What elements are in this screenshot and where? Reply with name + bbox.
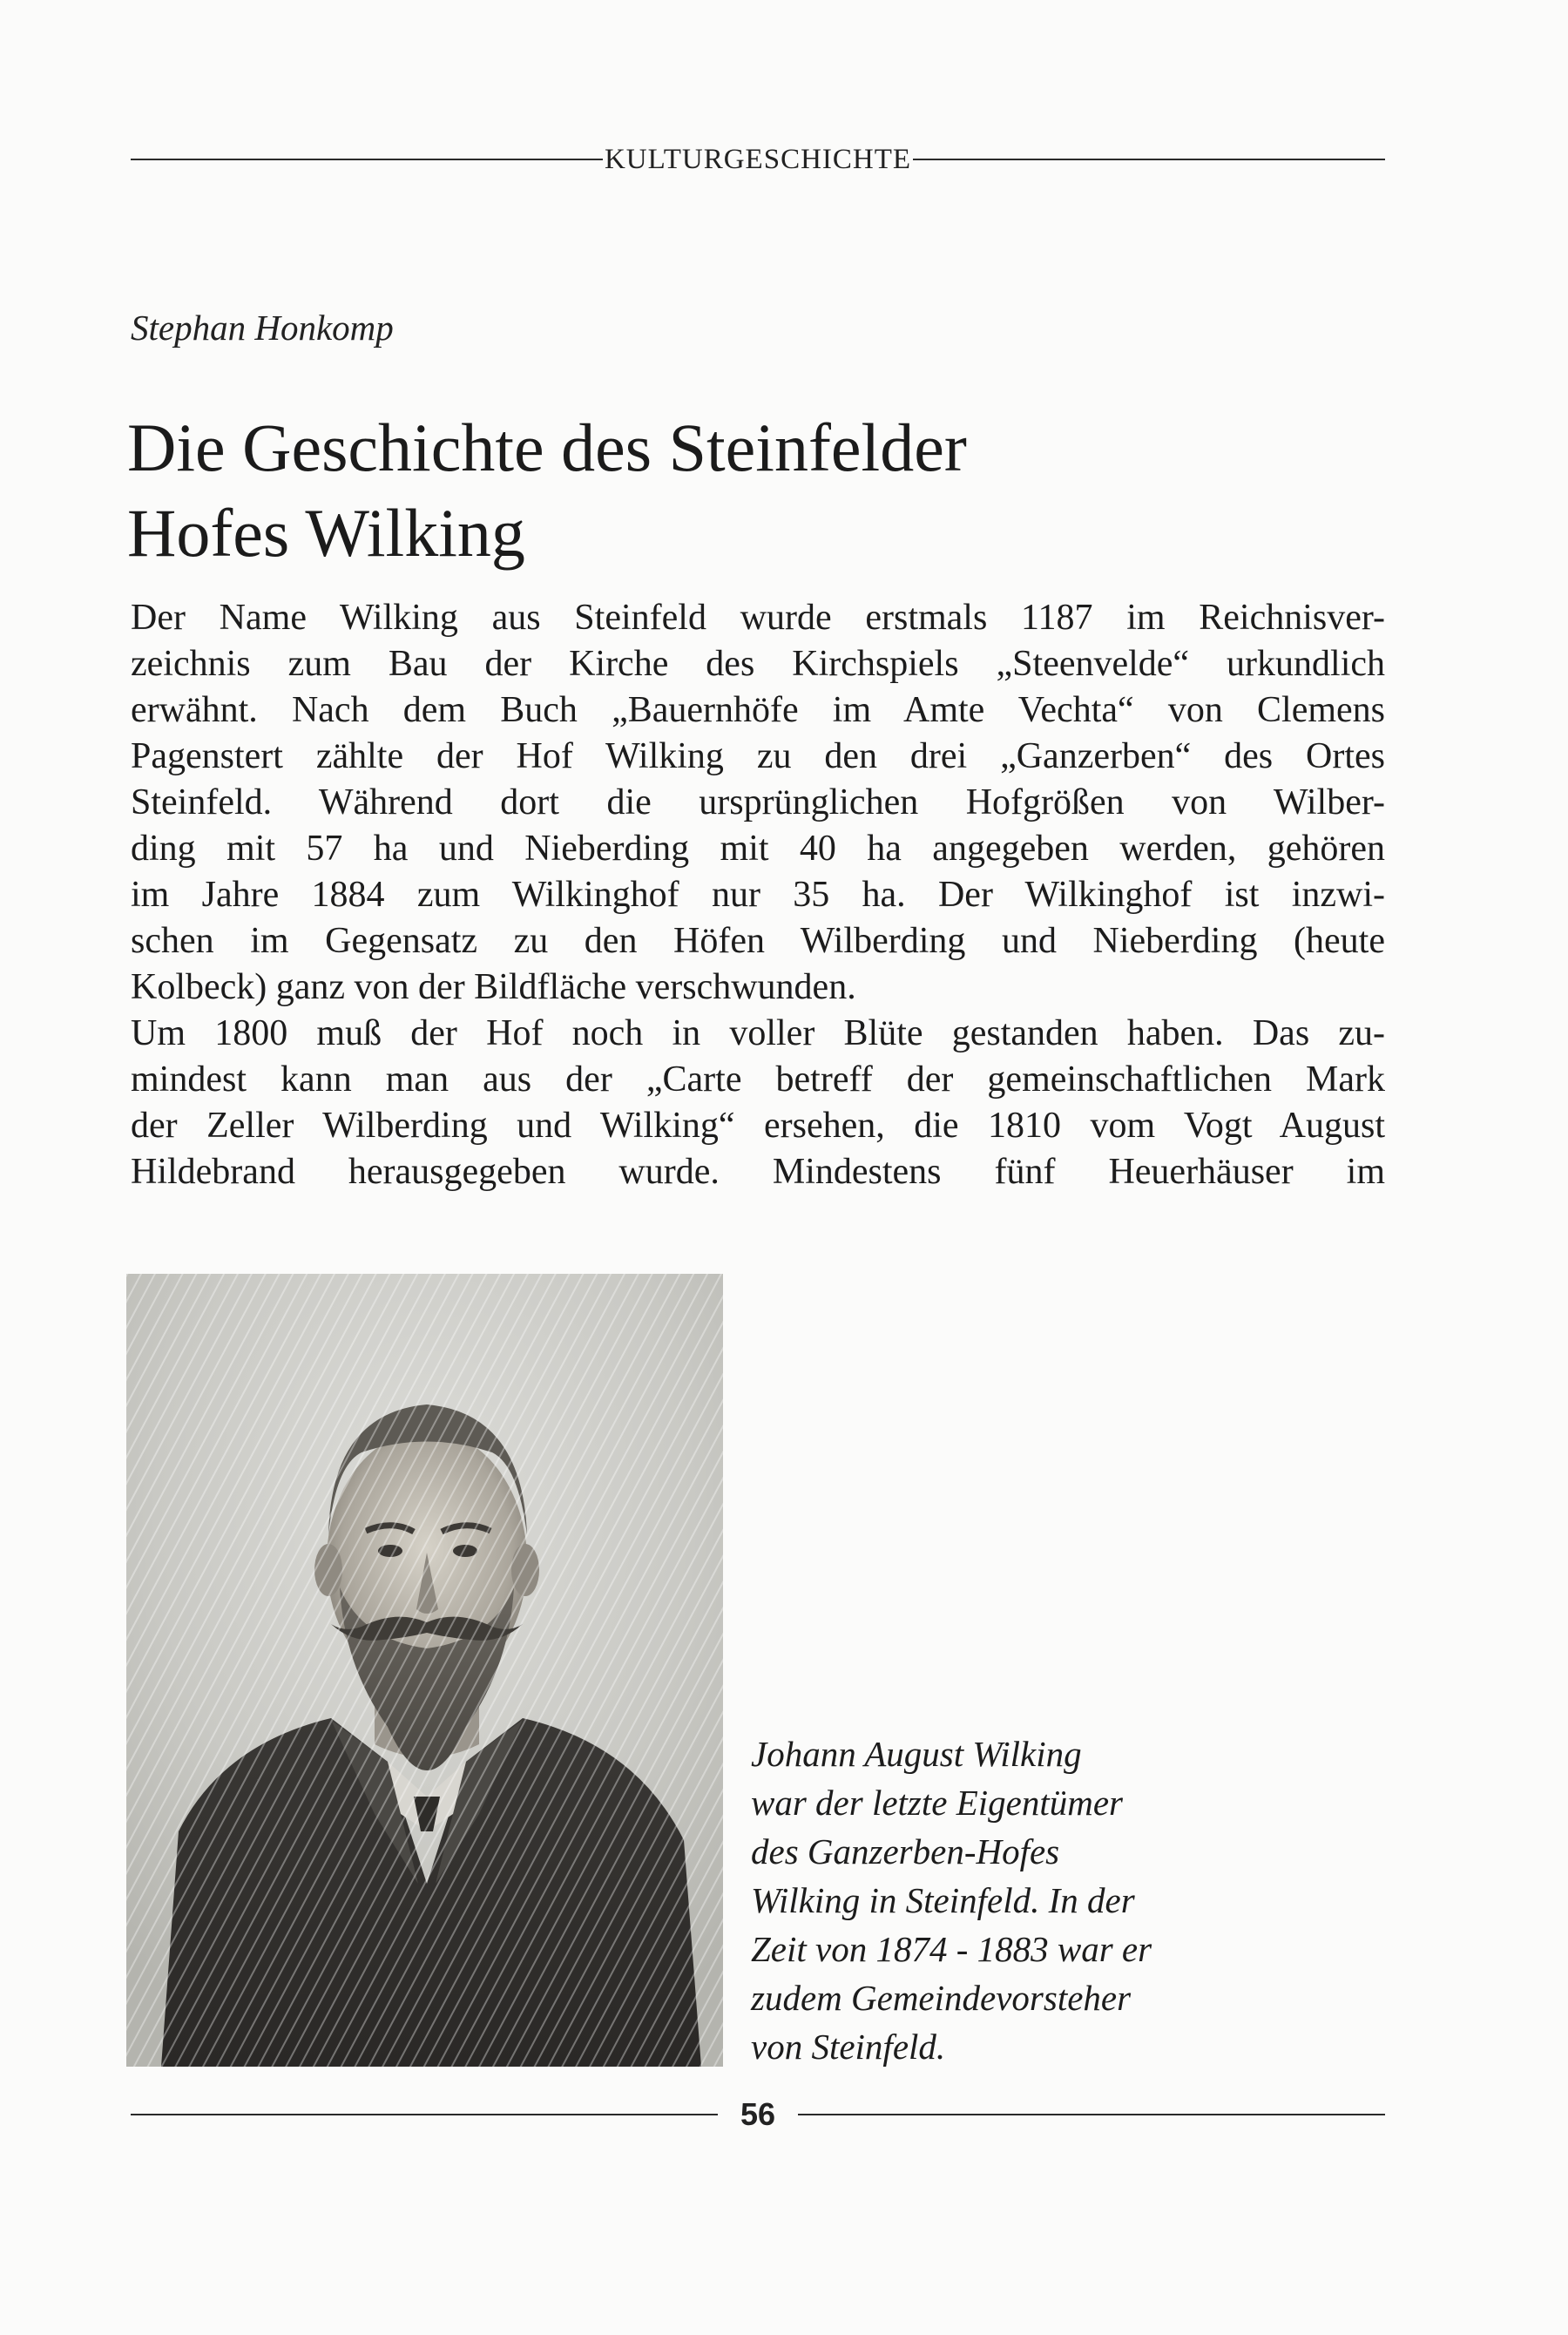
body-line: ding mit 57 ha und Nieberding mit 40 ha angegeben werden, gehören [131, 829, 1385, 869]
page-number: 56 [740, 2096, 776, 2132]
body-line: Um 1800 muß der Hof noch in voller Blüte gestanden haben. Das zu- [131, 1013, 1385, 1053]
body-line: zeichnis zum Bau der Kirche des Kirchspiels „Steenvelde“ urkundlich [131, 644, 1385, 684]
header-rule-right [913, 159, 1385, 160]
running-header [131, 138, 1385, 181]
caption-line: des Ganzerben-Hofes [751, 1831, 1060, 1871]
page-footer [131, 2093, 1385, 2136]
body-line: erwähnt. Nach dem Buch „Bauernhöfe im Amte Vechta“ von Clemens [131, 690, 1385, 730]
author-name: Stephan Honkomp [131, 308, 394, 348]
body-line: mindest kann man aus der „Carte betreff der gemeinschaftlichen Mark [131, 1059, 1385, 1100]
section-label: KULTURGESCHICHTE [604, 143, 912, 175]
header-rule-left [131, 159, 603, 160]
body-line: im Jahre 1884 zum Wilkinghof nur 35 ha. Der Wilkinghof ist inzwi- [131, 875, 1385, 915]
body-line: Pagenstert zählte der Hof Wilking zu den drei „Ganzerben“ des Ortes [131, 736, 1385, 776]
body-line: Kolbeck) ganz von der Bildfläche verschwunden. [131, 967, 856, 1007]
footer-rule-left [131, 2114, 718, 2115]
caption-line: Johann August Wilking [751, 1734, 1082, 1774]
body-line: Der Name Wilking aus Steinfeld wurde erstmals 1187 im Reichnisver- [131, 598, 1385, 638]
body-line: der Zeller Wilberding und Wilking“ ersehen, die 1810 vom Vogt August [131, 1106, 1385, 1146]
body-line: Hildebrand herausgegeben wurde. Mindestens fünf Heuerhäuser im [131, 1152, 1385, 1192]
caption-line: von Steinfeld. [751, 2027, 946, 2067]
title-line: Die Geschichte des Steinfelder [127, 409, 967, 485]
body-line: Steinfeld. Während dort die ursprünglichen Hofgrößen von Wilber- [131, 782, 1385, 822]
article-body [131, 595, 1385, 1195]
portrait-photo [126, 1274, 723, 2067]
caption-line: zudem Gemeindevorsteher [751, 1978, 1132, 2018]
caption-line: Wilking in Steinfeld. In der [751, 1880, 1135, 1920]
caption-line: Zeit von 1874 - 1883 war er [751, 1929, 1152, 1969]
body-line: schen im Gegensatz zu den Höfen Wilberding und Nieberding (heute [131, 921, 1385, 961]
article-title [127, 405, 1390, 576]
caption-line: war der letzte Eigentümer [751, 1783, 1124, 1823]
title-line: Hofes Wilking [127, 495, 525, 571]
footer-rule-right [798, 2114, 1385, 2115]
photo-caption [751, 1729, 1239, 2071]
